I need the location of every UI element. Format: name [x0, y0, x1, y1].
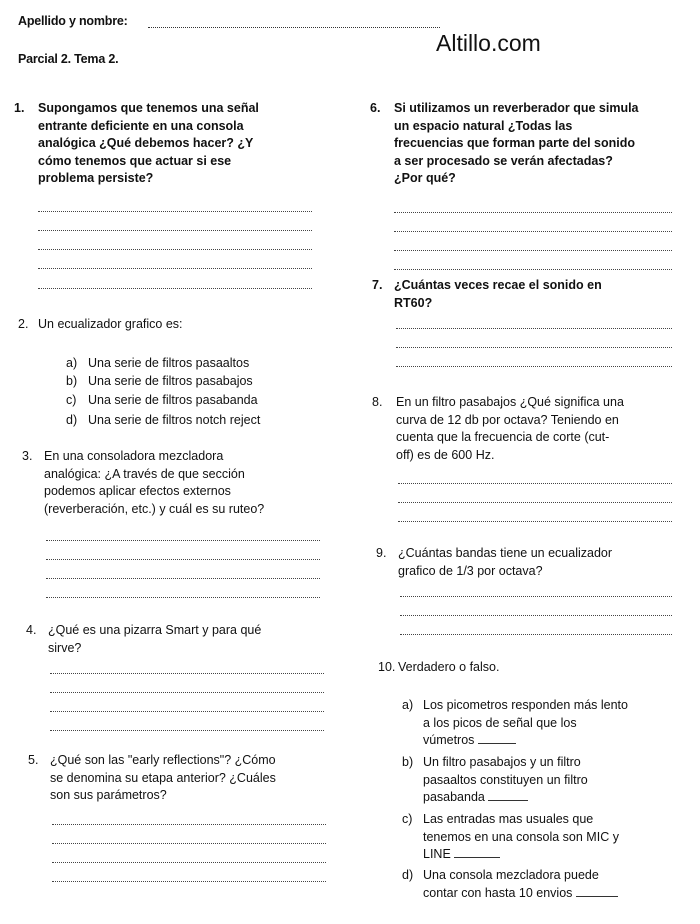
option-b[interactable] [66, 372, 253, 390]
answer-blank[interactable] [576, 885, 618, 897]
watermark: Altillo.com [436, 30, 541, 56]
answer-blank[interactable] [454, 846, 500, 858]
answer-line[interactable] [38, 287, 312, 289]
question-number: 5. [28, 753, 39, 767]
question-text: sirve? [48, 640, 82, 655]
tf-item-a [402, 697, 692, 753]
answer-line[interactable] [396, 365, 672, 367]
question-text: En un filtro pasabajos ¿Qué significa una [396, 395, 624, 409]
question-text: En una consoladora mezcladora [44, 449, 224, 463]
question-text: ¿Cuántas veces recae el sonido en [394, 278, 602, 292]
option-text: pasaaltos constituyen un filtro [423, 772, 588, 787]
question-number: 8. [372, 395, 383, 409]
question-text: ¿Qué son las "early reflections"? ¿Cómo [50, 753, 276, 767]
question-text: Si utilizamos un reverberador que simula [394, 101, 639, 115]
question-text: podemos aplicar efectos externos [44, 484, 231, 498]
answer-line[interactable] [398, 501, 672, 503]
option-label: a) [402, 698, 414, 712]
answer-line[interactable] [394, 249, 672, 251]
answer-line[interactable] [38, 267, 312, 269]
question-9 [376, 545, 676, 585]
option-label: b) [402, 755, 414, 769]
option-text: pasabanda [423, 790, 485, 804]
tf-item-d [402, 867, 692, 907]
answer-line[interactable] [46, 539, 320, 541]
answer-line[interactable] [394, 268, 672, 270]
answer-line[interactable] [400, 633, 672, 635]
answer-line[interactable] [52, 861, 326, 863]
question-number: 10. [378, 660, 396, 674]
answer-line[interactable] [46, 558, 320, 560]
answer-line[interactable] [46, 596, 320, 598]
question-text: un espacio natural ¿Todas las [394, 118, 573, 133]
question-4 [26, 622, 326, 662]
option-text: Una serie de filtros pasaaltos [88, 356, 250, 370]
option-text: LINE [423, 847, 451, 861]
question-text: frecuencias que forman parte del sonido [394, 136, 636, 150]
answer-line[interactable] [398, 482, 672, 484]
question-10 [378, 659, 578, 679]
answer-line[interactable] [50, 672, 324, 674]
option-label: b) [66, 374, 78, 388]
option-label: d) [66, 413, 78, 427]
question-2 [18, 316, 318, 336]
option-label: c) [402, 812, 413, 826]
option-text: contar con hasta 10 envios [423, 885, 573, 900]
option-text: Un filtro pasabajos y un filtro [423, 755, 581, 769]
question-6 [370, 100, 680, 200]
question-text: off) es de 600 Hz. [396, 447, 495, 462]
option-label: d) [402, 868, 414, 882]
question-text: analógica ¿Qué debemos hacer? ¿Y [38, 136, 254, 150]
answer-line[interactable] [50, 710, 324, 712]
question-number: 6. [370, 101, 381, 115]
question-7 [372, 277, 672, 317]
answer-line[interactable] [50, 729, 324, 731]
option-text: tenemos en una consola son MIC y [423, 829, 619, 844]
answer-line[interactable] [394, 211, 672, 213]
answer-line[interactable] [400, 614, 672, 616]
question-number: 2. [18, 317, 29, 331]
answer-line[interactable] [38, 248, 312, 250]
question-text: cómo tenemos que actuar si ese [38, 153, 232, 168]
question-text: ¿Cuántas bandas tiene un ecualizador [398, 546, 613, 560]
question-text: Verdadero o falso. [398, 660, 500, 674]
option-d[interactable] [66, 411, 260, 429]
option-label: a) [66, 356, 78, 370]
question-text: problema persiste? [38, 171, 154, 185]
option-text: Una consola mezcladora puede [423, 868, 599, 882]
answer-line[interactable] [50, 691, 324, 693]
question-number: 7. [372, 278, 383, 292]
question-text: (reverberación, etc.) y cuál es su ruteo? [44, 501, 265, 516]
question-number: 1. [14, 101, 25, 115]
question-text: cuenta que la frecuencia de corte (cut- [396, 430, 610, 444]
option-text: Las entradas mas usuales que [423, 812, 594, 826]
answer-line[interactable] [400, 595, 672, 597]
option-text: a los picos de señal que los [423, 715, 577, 730]
question-text: ¿Qué es una pizarra Smart y para qué [48, 623, 262, 637]
question-8 [372, 394, 682, 474]
answer-line[interactable] [396, 327, 672, 329]
question-text: analógica: ¿A través de que sección [44, 466, 245, 481]
answer-line[interactable] [394, 230, 672, 232]
question-text: entrante deficiente en una consola [38, 118, 244, 133]
option-text: Una serie de filtros pasabanda [88, 393, 258, 407]
answer-line[interactable] [396, 346, 672, 348]
option-text: Una serie de filtros pasabajos [88, 374, 253, 388]
question-text: se denomina su etapa anterior? ¿Cuáles [50, 770, 276, 785]
question-text: Supongamos que tenemos una señal [38, 101, 259, 115]
question-text: a ser procesado se verán afectadas? [394, 153, 613, 168]
question-text: grafico de 1/3 por octava? [398, 563, 543, 578]
question-text: curva de 12 db por octava? Teniendo en [396, 412, 619, 427]
question-text: Un ecualizador grafico es: [38, 317, 183, 331]
answer-line[interactable] [46, 577, 320, 579]
answer-line[interactable] [52, 823, 326, 825]
tf-item-c [402, 811, 692, 867]
answer-blank[interactable] [488, 789, 528, 801]
answer-blank[interactable] [478, 732, 516, 744]
answer-line[interactable] [38, 210, 312, 212]
question-text: RT60? [394, 295, 433, 310]
tf-item-b [402, 754, 692, 810]
option-text: vúmetros [423, 733, 475, 747]
question-number: 3. [22, 449, 33, 463]
question-text: son sus parámetros? [50, 788, 167, 802]
name-label: Apellido y nombre: [18, 14, 128, 28]
option-label: c) [66, 393, 77, 407]
question-3 [22, 448, 332, 528]
answer-line[interactable] [52, 880, 326, 882]
answer-line[interactable] [38, 229, 312, 231]
answer-line[interactable] [398, 520, 672, 522]
option-text: Los picometros responden más lento [423, 698, 628, 712]
question-5 [28, 752, 338, 812]
question-1 [14, 100, 334, 200]
question-number: 9. [376, 546, 387, 560]
question-number: 4. [26, 623, 37, 637]
option-a[interactable] [66, 354, 249, 372]
answer-line[interactable] [52, 842, 326, 844]
exam-subtitle: Parcial 2. Tema 2. [18, 52, 119, 66]
option-text: Una serie de filtros notch reject [88, 413, 261, 427]
name-field-line[interactable] [148, 26, 440, 28]
question-text: ¿Por qué? [394, 171, 456, 185]
option-c[interactable] [66, 391, 258, 409]
